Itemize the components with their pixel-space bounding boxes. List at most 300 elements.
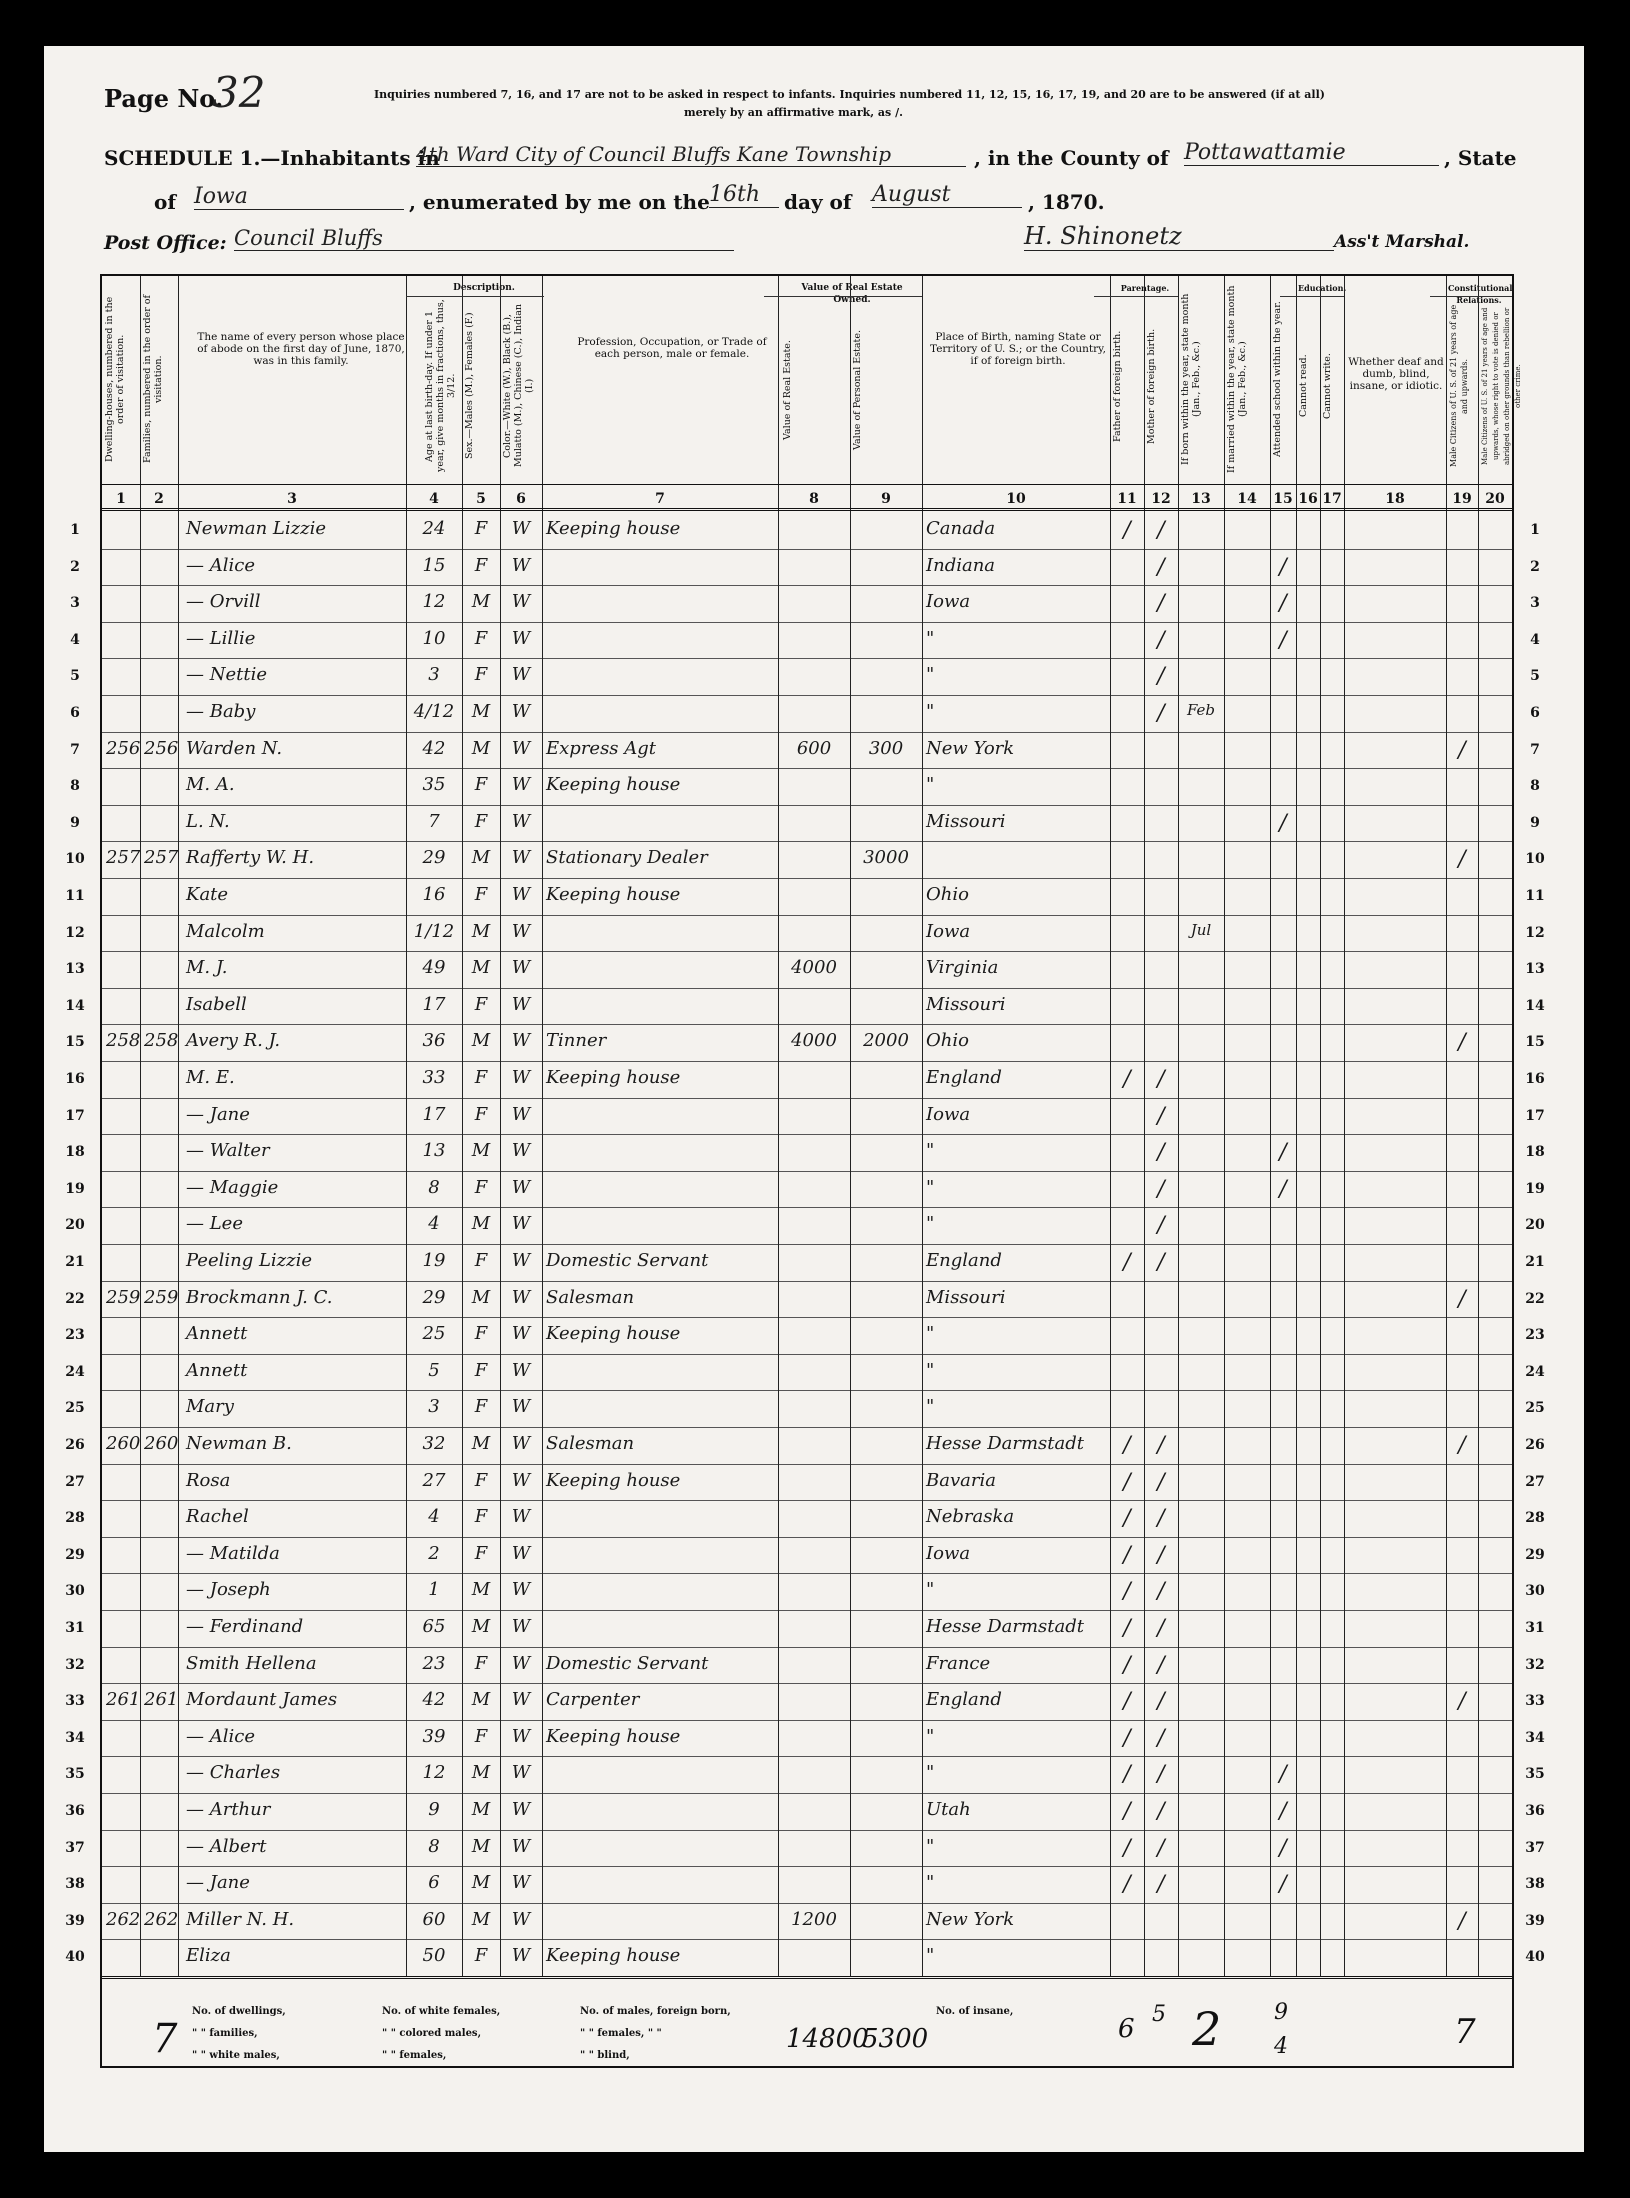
line-number-left: 10 [65, 851, 85, 868]
line-number-left: 8 [70, 778, 80, 795]
sex: F [474, 993, 488, 1015]
line-number-right: 10 [1525, 851, 1545, 868]
color: W [511, 774, 531, 796]
col-header-19: Male Citizens of U. S. of 21 years of age and upwards. [1449, 304, 1469, 468]
age: 32 [422, 1433, 446, 1454]
line-number-right: 19 [1525, 1180, 1545, 1197]
header-rule [102, 508, 1512, 511]
column-divider [1478, 276, 1479, 1976]
age: 65 [422, 1616, 446, 1637]
row-rule [102, 549, 1512, 550]
attended-school: / [1279, 627, 1287, 653]
line-number-right: 6 [1530, 705, 1540, 721]
male-citizen: / [1458, 737, 1466, 763]
post-office-value: Council Bluffs [234, 226, 734, 251]
birthplace: " [926, 1176, 935, 1198]
person-name: — Jane [186, 1103, 250, 1125]
col-header-7: Profession, Occupation, or Trade of each person, male or female. [577, 336, 767, 360]
birthplace: " [926, 1835, 935, 1857]
sex: F [474, 1396, 488, 1418]
occupation: Keeping house [546, 884, 681, 905]
line-number-left: 13 [65, 961, 85, 978]
mother-foreign: / [1157, 1506, 1165, 1532]
row-rule [102, 1756, 1512, 1757]
line-number-left: 34 [65, 1729, 85, 1746]
column-divider [1320, 276, 1321, 1976]
dwelling-number: 259 [106, 1286, 141, 1308]
row-rule [102, 1207, 1512, 1208]
column-number: 12 [1151, 491, 1171, 507]
col-header-12: Mother of foreign birth. [1146, 328, 1157, 444]
column-number: 8 [809, 491, 819, 507]
line-number-right: 23 [1525, 1327, 1545, 1344]
color: W [511, 1799, 531, 1820]
birthplace: New York [926, 1908, 1015, 1930]
age: 5 [428, 1359, 440, 1381]
father-foreign: / [1123, 1250, 1131, 1275]
footer-insane: No. of insane, [936, 2006, 1014, 2017]
color: W [511, 920, 531, 942]
sex: F [474, 1067, 488, 1088]
person-name: — Walter [186, 1140, 270, 1162]
column-divider [1144, 276, 1145, 1976]
row-rule [102, 1537, 1512, 1538]
column-number: 6 [516, 491, 526, 507]
male-citizen: / [1458, 1286, 1466, 1312]
line-number-right: 15 [1525, 1034, 1545, 1051]
state-label: , State [1444, 146, 1517, 170]
age: 4/12 [413, 701, 455, 722]
birthplace: " [926, 1579, 935, 1601]
line-number-right: 34 [1525, 1729, 1545, 1746]
dwelling-number: 258 [106, 1030, 141, 1052]
sex: M [471, 1433, 491, 1454]
birthplace: Ohio [926, 884, 969, 905]
row-rule [102, 1720, 1512, 1721]
line-number-right: 35 [1525, 1766, 1545, 1783]
column-number: 13 [1191, 491, 1211, 507]
footer-white-females: No. of white females, [382, 2006, 501, 2017]
color: W [511, 1213, 531, 1235]
line-number-right: 4 [1530, 631, 1540, 648]
birthplace: Iowa [926, 920, 971, 942]
father-foreign: / [1123, 1542, 1131, 1568]
age: 13 [422, 1140, 446, 1162]
mother-foreign: / [1157, 518, 1165, 543]
row-rule [102, 1793, 1512, 1794]
line-number-left: 6 [70, 705, 80, 721]
mother-foreign: / [1157, 1799, 1165, 1824]
age: 27 [422, 1469, 446, 1491]
family-number: 258 [144, 1030, 179, 1052]
person-name: — Maggie [186, 1176, 279, 1198]
line-number-right: 5 [1530, 668, 1540, 685]
real-estate-value: 4000 [791, 957, 837, 979]
age: 10 [422, 627, 446, 649]
color: W [511, 1176, 531, 1198]
age: 12 [422, 591, 446, 613]
person-name: Malcolm [186, 920, 265, 942]
real-estate-value: 1200 [791, 1908, 837, 1930]
line-number-right: 31 [1525, 1620, 1545, 1636]
age: 7 [428, 810, 440, 832]
person-name: — Nettie [186, 664, 267, 686]
col-header-11: Father of foreign birth. [1112, 330, 1123, 442]
birthplace: Bavaria [926, 1469, 996, 1491]
row-rule [102, 1464, 1512, 1465]
row-rule [102, 1171, 1512, 1172]
birthplace: " [926, 1140, 935, 1162]
line-number-left: 22 [65, 1290, 85, 1307]
col-header-1: Dwelling-houses, numbered in the order of visitation. [104, 296, 126, 462]
person-name: Annett [186, 1323, 248, 1345]
occupation: Carpenter [546, 1689, 640, 1711]
sex: F [474, 1945, 488, 1967]
total-real-estate: 14800 [786, 2024, 869, 2054]
line-number-left: 18 [65, 1144, 85, 1161]
color: W [511, 1030, 531, 1052]
sex: M [471, 1689, 491, 1711]
color: W [511, 1067, 531, 1088]
father-foreign: / [1123, 518, 1131, 543]
birthplace: Hesse Darmstadt [926, 1616, 1084, 1637]
personal-estate-value: 300 [868, 737, 904, 759]
person-name: Isabell [186, 993, 247, 1015]
line-number-left: 23 [65, 1327, 85, 1344]
birthplace: " [926, 701, 935, 722]
birthplace: " [926, 1945, 935, 1967]
line-number-left: 28 [65, 1510, 85, 1527]
color: W [511, 1359, 531, 1381]
age: 23 [422, 1652, 446, 1674]
father-foreign: / [1123, 1616, 1131, 1641]
line-number-left: 37 [65, 1839, 85, 1856]
line-number-left: 27 [65, 1473, 85, 1490]
sex: M [471, 920, 491, 942]
row-rule [102, 951, 1512, 952]
age: 33 [422, 1067, 446, 1088]
mother-foreign: / [1157, 701, 1165, 726]
born-within-year: Feb [1186, 701, 1216, 719]
row-rule [102, 1610, 1512, 1611]
line-number-left: 12 [65, 924, 85, 941]
person-name: M. A. [186, 774, 235, 796]
father-foreign: / [1123, 1835, 1131, 1861]
place-value: 4th Ward City of Council Bluffs Kane Township [416, 142, 966, 167]
sex: M [471, 1579, 491, 1601]
father-foreign: / [1123, 1579, 1131, 1605]
mother-foreign: / [1157, 1872, 1165, 1898]
birthplace: Iowa [926, 591, 971, 613]
family-number: 257 [144, 847, 179, 869]
line-number-right: 25 [1525, 1400, 1545, 1417]
person-name: — Jane [186, 1872, 250, 1894]
mother-foreign: / [1157, 554, 1165, 580]
post-office-label: Post Office: [104, 232, 227, 254]
row-rule [102, 1317, 1512, 1318]
father-foreign: / [1123, 1689, 1131, 1715]
col-header-15: Attended school within the year. [1272, 301, 1283, 457]
sex: F [474, 774, 488, 796]
person-name: — Baby [186, 701, 256, 722]
row-rule [102, 1500, 1512, 1501]
marshal-signature: H. Shinonetz [1024, 222, 1334, 251]
column-number: 11 [1117, 491, 1137, 507]
color: W [511, 1103, 531, 1125]
birthplace: " [926, 1213, 935, 1235]
person-name: Annett [186, 1359, 248, 1381]
column-divider [922, 276, 923, 1976]
line-number-right: 1 [1530, 522, 1540, 538]
sex: M [471, 1908, 491, 1930]
day-value: 16th [709, 182, 779, 208]
age: 29 [422, 847, 446, 869]
line-number-right: 38 [1525, 1876, 1545, 1893]
occupation: Keeping house [546, 1469, 681, 1491]
age: 3 [428, 664, 440, 686]
age: 9 [428, 1799, 440, 1820]
line-number-right: 7 [1530, 741, 1540, 758]
sex: M [471, 1616, 491, 1637]
father-foreign: / [1123, 1652, 1131, 1678]
color: W [511, 1908, 531, 1930]
col-header-3: The name of every person whose place of abode on the first day of June, 1870, was in this family. [197, 331, 405, 367]
color: W [511, 1506, 531, 1528]
occupation: Stationary Dealer [546, 847, 708, 869]
attended-school: / [1279, 1762, 1287, 1788]
color: W [511, 1762, 531, 1784]
personal-estate-value: 2000 [863, 1030, 909, 1052]
person-name: Mary [186, 1396, 234, 1418]
occupation: Salesman [546, 1433, 635, 1454]
footer-females: " " females, [382, 2050, 447, 2061]
age: 17 [422, 993, 446, 1015]
col-header-2: Families, numbered in the order of visitation. [142, 295, 164, 463]
line-number-right: 18 [1525, 1144, 1545, 1161]
person-name: Smith Hellena [186, 1652, 317, 1674]
person-name: — Alice [186, 1725, 255, 1747]
person-name: — Charles [186, 1762, 281, 1784]
color: W [511, 664, 531, 686]
col-header-6: Color.—White (W.), Black (B.), Mulatto (M.), Chinese (C.), Indian (I.) [502, 304, 535, 468]
color: W [511, 1250, 531, 1271]
mother-foreign: / [1157, 1250, 1165, 1275]
line-number-right: 30 [1525, 1583, 1545, 1600]
line-number-right: 12 [1525, 924, 1545, 941]
sex: M [471, 1835, 491, 1857]
parentage-group: Parentage. [1120, 283, 1170, 293]
birthplace: " [926, 1725, 935, 1747]
age: 6 [428, 1872, 440, 1894]
person-name: — Lee [186, 1213, 243, 1235]
line-number-left: 20 [65, 1217, 85, 1234]
born-within-year: Jul [1190, 920, 1212, 939]
col-header-8: Value of Real Estate. [782, 340, 793, 440]
mother-foreign: / [1157, 1213, 1165, 1239]
age: 1 [428, 1579, 440, 1601]
group-underline [1094, 296, 1178, 297]
sex: F [474, 1469, 488, 1491]
line-number-left: 24 [65, 1363, 85, 1380]
birthplace: Iowa [926, 1542, 971, 1564]
row-rule [102, 1976, 1512, 1979]
column-divider [1110, 276, 1111, 1976]
total-citizens: 7 [1454, 2012, 1476, 2052]
column-divider [1446, 276, 1447, 1976]
row-rule [102, 1134, 1512, 1135]
sex: F [474, 1103, 488, 1125]
line-number-right: 40 [1525, 1949, 1545, 1966]
column-divider [462, 276, 463, 1976]
occupation: Keeping house [546, 1323, 681, 1345]
age: 8 [428, 1176, 440, 1198]
mother-foreign: / [1157, 627, 1165, 653]
birthplace: New York [926, 737, 1015, 759]
mother-foreign: / [1157, 1835, 1165, 1861]
color: W [511, 1945, 531, 1967]
constitutional-group: Constitutional Relations. [1448, 283, 1513, 305]
line-number-right: 32 [1525, 1656, 1545, 1673]
father-foreign: / [1123, 1469, 1131, 1495]
mother-foreign: / [1157, 1433, 1165, 1458]
sex: F [474, 1652, 488, 1674]
county-label: , in the County of [974, 146, 1169, 170]
column-number: 10 [1006, 491, 1026, 507]
occupation: Keeping house [546, 518, 681, 539]
color: W [511, 1433, 531, 1454]
instructions-line1: Inquiries numbered 7, 16, and 17 are not to be asked in respect to infants. Inquiries numbered 11, 12, 15, 16, 17, 19, and 20 are to be answered (if at all) [374, 88, 1325, 101]
family-number: 260 [144, 1433, 179, 1454]
line-number-left: 26 [65, 1437, 85, 1453]
person-name: — Matilda [186, 1542, 280, 1564]
sex: M [471, 1762, 491, 1784]
age: 42 [422, 1689, 446, 1711]
row-rule [102, 988, 1512, 989]
footer-colored-males: " " colored males, [382, 2028, 482, 2039]
row-rule [102, 1939, 1512, 1940]
person-name: Newman Lizzie [186, 518, 327, 539]
person-name: L. N. [186, 810, 230, 832]
person-name: Peeling Lizzie [186, 1250, 313, 1271]
birthplace: England [926, 1067, 1002, 1088]
line-number-right: 2 [1530, 558, 1540, 575]
column-divider [178, 276, 179, 1976]
header-rule [102, 484, 1512, 485]
family-number: 256 [144, 737, 179, 759]
column-number: 9 [881, 491, 891, 507]
column-number: 7 [655, 491, 665, 507]
row-rule [102, 1427, 1512, 1428]
mother-foreign: / [1157, 1762, 1165, 1788]
sex: F [474, 664, 488, 686]
footer-dwellings: No. of dwellings, [192, 2006, 286, 2017]
mother-foreign: / [1157, 664, 1165, 690]
age: 1/12 [413, 920, 455, 942]
col-header-20: Male Citizens of U. S. of 21 years of age and upwards, whose right to vote is denied or abridged on other grounds than rebellion or other crime. [1481, 307, 1522, 465]
column-divider [406, 276, 407, 1976]
census-page [44, 46, 1584, 2152]
sex: M [471, 1872, 491, 1894]
color: W [511, 810, 531, 832]
sex: F [474, 1323, 488, 1345]
sex: M [471, 1799, 491, 1820]
father-foreign: / [1123, 1067, 1131, 1092]
birthplace: England [926, 1250, 1002, 1271]
color: W [511, 884, 531, 905]
color: W [511, 518, 531, 539]
line-number-right: 3 [1530, 595, 1540, 612]
father-foreign: / [1123, 1872, 1131, 1898]
footer-families: " " families, [192, 2028, 258, 2039]
real-estate-group: Value of Real Estate Owned. [801, 283, 903, 305]
enumerated-label: , enumerated by me on the [409, 190, 710, 214]
column-divider [500, 276, 501, 1976]
line-number-right: 28 [1525, 1510, 1545, 1527]
line-number-left: 4 [70, 631, 80, 648]
birthplace: Ohio [926, 1030, 969, 1052]
age: 35 [422, 774, 446, 796]
line-number-left: 25 [65, 1400, 85, 1417]
column-number: 19 [1452, 491, 1472, 507]
line-number-left: 11 [65, 888, 85, 904]
column-divider [1224, 276, 1225, 1976]
age: 17 [422, 1103, 446, 1125]
mother-foreign: / [1157, 591, 1165, 617]
person-name: — Orvill [186, 591, 261, 613]
male-citizen: / [1458, 1030, 1466, 1056]
mother-foreign: / [1157, 1067, 1165, 1092]
row-rule [102, 1098, 1512, 1099]
sex: F [474, 1725, 488, 1747]
color: W [511, 1323, 531, 1345]
state-value: Iowa [194, 184, 404, 210]
line-number-left: 30 [65, 1583, 85, 1600]
line-number-left: 5 [70, 668, 80, 685]
color: W [511, 1652, 531, 1674]
county-value: Pottawattamie [1184, 140, 1439, 166]
mother-foreign: / [1157, 1616, 1165, 1641]
attended-school: / [1279, 1140, 1287, 1166]
line-number-left: 15 [65, 1034, 85, 1051]
row-rule [102, 1573, 1512, 1574]
person-name: Rafferty W. H. [186, 847, 315, 869]
column-number: 17 [1322, 491, 1342, 507]
group-underline [764, 296, 922, 297]
line-number-right: 13 [1525, 961, 1545, 978]
column-number: 18 [1385, 491, 1405, 507]
sex: F [474, 627, 488, 649]
occupation: Domestic Servant [546, 1250, 709, 1271]
line-number-right: 17 [1525, 1107, 1545, 1124]
group-underline [1280, 296, 1344, 297]
attended-school: / [1279, 810, 1287, 836]
sex: F [474, 518, 488, 539]
column-divider [140, 276, 141, 1976]
birthplace: Virginia [926, 957, 999, 979]
color: W [511, 1140, 531, 1162]
row-rule [102, 1390, 1512, 1391]
row-rule [102, 622, 1512, 623]
col-header-10: Place of Birth, naming State or Territory of U. S.; or the Country, if of foreign birth. [930, 331, 1106, 367]
birthplace: " [926, 1323, 935, 1345]
color: W [511, 737, 531, 759]
col-header-17: Cannot write. [1322, 353, 1333, 419]
row-rule [102, 1281, 1512, 1282]
dwelling-number: 260 [106, 1433, 141, 1454]
month-value: August [872, 182, 1022, 208]
line-number-left: 14 [65, 997, 85, 1014]
total-foreign-father: 6 [1118, 2014, 1135, 2044]
